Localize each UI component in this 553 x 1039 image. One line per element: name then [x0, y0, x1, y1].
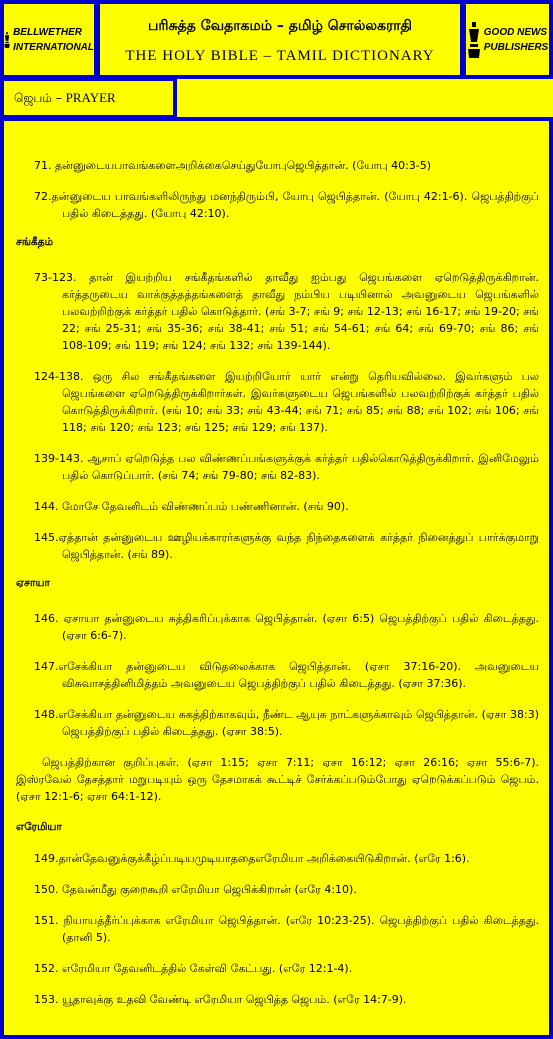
entry-71: 71. தன்னுடையபாவங்களைஅறிக்கைசெய்துயோபுஜெபித்தான். (யோபு 40:3-5)	[34, 159, 432, 172]
entry-149: 149.தான்தேவனுக்குக்கீழ்ப்படியமுடியாததைஎரேமியா அறிக்கையிடுகிறான். (எரே 1:6).	[34, 852, 470, 865]
entry-124-138: 124-138. ஒரு சில சங்கீதங்களை இயற்றியோர் யார் என்று தெரியவில்லை. இவர்களும் பல ஜெபங்களை ஏறெடுத்திருக்கிறார்கள். இவர்களுடைய ஜெபங்களில் பலவற்றிற்குக் கர்த்தர் பதில் கொடுத்திருக்கிறார். (சங் 10; சங் 33; சங் 43-44; சங் 71; சங் 85; சங் 88; சங் 102; சங் 106; சங் 118; சங் 120; சங் 123; சங் 125; சங் 129; சங் 137).	[34, 370, 539, 434]
title-tamil: பரிசுத்த வேதாகமம் – தமிழ் சொல்லகராதி	[148, 18, 412, 34]
content-box	[0, 117, 553, 1039]
entry-146: 146. ஏசாயா தன்னுடைய சுத்திகரிப்புக்காக ஜெபித்தான். (ஏசா 6:5) ஜெபத்திற்குப் பதில் கிடைத்தது. (ஏசா 6:6-7).	[34, 612, 539, 642]
section-separator: –	[55, 91, 62, 105]
bellwether-logo	[4, 4, 94, 75]
bellwether-icon	[4, 20, 10, 60]
entry-147: 147.எசேக்கியா தன்னுடைய விடுதலைக்காக ஜெபித்தான். (ஏசா 37:16-20). அவனுடைய விசுவாசத்தினிமித்தம் அவனுடைய ஜெபத்திற்குப் பதில் கிடைத்தது. (ஏசா 37:36).	[34, 660, 539, 690]
section-title-english: PRAYER	[65, 90, 116, 105]
entry-152: 152. எரேமியா தேவனிடத்தில் கேள்வி கேட்பது. (எரே 12:1-4).	[34, 962, 353, 975]
title-english: THE HOLY BIBLE – TAMIL DICTIONARY	[125, 48, 435, 64]
bellwether-logo-box	[0, 0, 98, 79]
bellwether-line2: INTERNATIONAL	[13, 41, 94, 53]
entry-73-123: 73-123. தான் இயற்றிய சங்கீதங்களில் தாவீது ஐம்பது ஜெபங்களை ஏறெடுத்திருக்கிறான். கர்த்தருடைய வாக்குத்தத்தங்களைத் தாவீது நம்பிய படியினால் அவனுடைய ஜெபங்களில் பலவற்றிற்குக் கர்த்தர் பதில் கொடுத்தார். (சங் 3-7; சங் 9; சங் 12-13; சங் 16-17; சங் 19-20; சங் 22; சங் 25-31; சங் 35-36; சங் 38-41; சங் 51; சங் 54-61; சங் 64; சங் 69-70; சங் 86; சங் 108-109; சங் 119; சங் 124; சங் 132; சங் 139-144).	[34, 271, 539, 352]
good-news-logo	[466, 4, 549, 75]
dictionary-content	[14, 131, 539, 1008]
bellwether-line1: BELLWETHER	[13, 26, 82, 38]
entry-144: 144. மோசே தேவனிடம் விண்ணப்பம் பண்ணினான். (சங் 90).	[34, 500, 349, 513]
entry-148: 148.எசேக்கியா தன்னுடைய சுகத்திற்காகவும், நீண்ட ஆயுசு நாட்களுக்காவும் ஜெபித்தான். (ஏசா 38:3) ஜெபத்திற்குப் பதில் கிடைத்தது. (ஏசா 38:5).	[34, 708, 539, 738]
good-news-icon	[467, 20, 481, 60]
section-tab	[0, 77, 177, 119]
entry-145: 145.ஏத்தான் தன்னுடைய ஊழியக்காரர்களுக்கு வந்த நிந்தைகளைக் கர்த்தர் நினைத்துப் பார்க்குமாறு ஜெபித்தான். (சங் 89).	[34, 531, 539, 561]
good-news-line2: PUBLISHERS	[483, 41, 549, 53]
prayer-notes-paragraph: ஜெபத்திற்கான குறிப்புகள். (ஏசா 1:15; ஏசா 7:11; ஏசா 16:12; ஏசா 26:16; ஏசா 55:6-7). இஸ்ரவேல் தேசத்தார் மறுபடியும் ஒரு தேசமாகக் கூட்டிச் சேர்க்கப்படும்போது ஏறெடுக்கப்படும் ஜெபம். (ஏசா 12:1-6; ஏசா 64:1-12).	[16, 756, 539, 803]
section-title-tamil: ஜெபம்	[14, 91, 52, 105]
entry-150: 150. தேவன்மீது குறைகூறி எரேமியா ஜெபிக்கிறான் (எரே 4:10).	[34, 883, 357, 896]
good-news-logo-box	[462, 0, 553, 79]
heading-psalms: சங்கீதம்	[16, 236, 54, 248]
entry-72: 72.தன்னுடைய பாவங்களிலிருந்து மனந்திரும்பி, யோபு ஜெபித்தான். (யோபு 42:1-6). ஜெபத்திற்குப் பதில் கிடைத்தது. (யோபு 42:10).	[34, 190, 539, 220]
title-box	[96, 0, 464, 79]
heading-jeremiah: எரேமியா	[16, 821, 62, 833]
heading-isaiah: ஏசாயா	[16, 577, 50, 589]
entry-151: 151. நியாயத்தீர்ப்புக்காக எரேமியா ஜெபித்தான். (எரே 10:23-25). ஜெபத்திற்குப் பதில் கிடைத்தது. (தானி 5).	[34, 914, 539, 944]
good-news-line1: GOOD NEWS	[483, 26, 548, 38]
entry-139-143: 139-143. ஆசாப் ஏறெடுத்த பல விண்ணப்பங்களுக்குக் கர்த்தர் பதில்கொடுத்திருக்கிறார். இனிமேலும் பதில் கொடுப்பார். (சங் 74; சங் 79-80; சங் 82-83).	[34, 452, 539, 482]
entry-153: 153. யூதாவுக்கு உதவி வேண்டி எரேமியா ஜெபித்த ஜெபம். (எரே 14:7-9).	[34, 993, 407, 1006]
